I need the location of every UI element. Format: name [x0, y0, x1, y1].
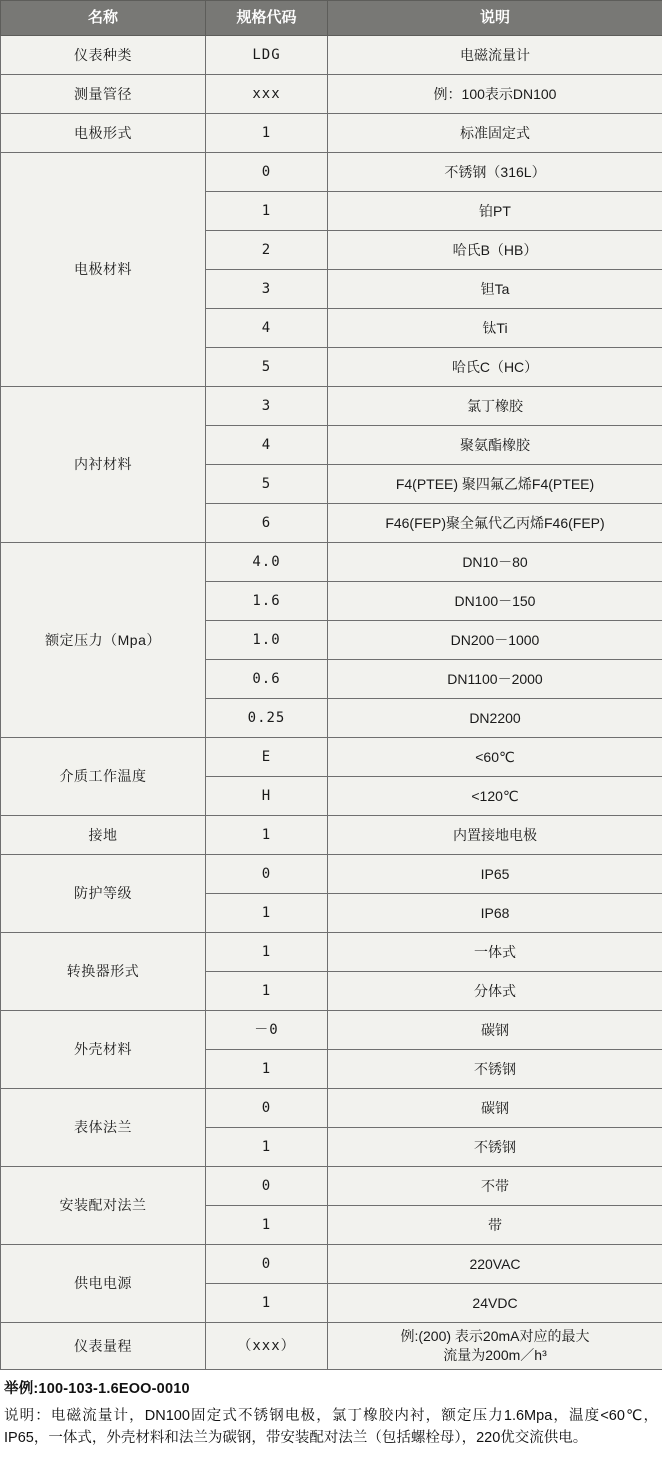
row-code: 1 [206, 1284, 328, 1323]
row-name: 介质工作温度 [1, 738, 206, 816]
row-description: 内置接地电极 [328, 816, 662, 855]
row-name: 安装配对法兰 [1, 1167, 206, 1245]
row-description: <120℃ [328, 777, 662, 816]
row-code: LDG [206, 36, 328, 75]
notes-section [0, 1370, 662, 1459]
row-code: 1 [206, 972, 328, 1011]
row-description: 哈氏B（HB） [328, 231, 662, 270]
row-description: F4(PTEE) 聚四氟乙烯F4(PTEE) [328, 465, 662, 504]
row-code: 6 [206, 504, 328, 543]
row-name: 电极形式 [1, 114, 206, 153]
row-description: 例：100表示DN100 [328, 75, 662, 114]
row-code: 0 [206, 855, 328, 894]
row-description: 电磁流量计 [328, 36, 662, 75]
row-description: 钛Ti [328, 309, 662, 348]
row-description: 一体式 [328, 933, 662, 972]
table-row [1, 75, 662, 114]
row-code: 4.0 [206, 543, 328, 582]
row-code: 1 [206, 1050, 328, 1089]
row-description: 聚氨酯橡胶 [328, 426, 662, 465]
row-description: 带 [328, 1206, 662, 1245]
row-description: 不锈钢 [328, 1050, 662, 1089]
row-code: 4 [206, 426, 328, 465]
row-code: 1.0 [206, 621, 328, 660]
row-code: 0.25 [206, 699, 328, 738]
example-description: 说明：电磁流量计，DN100固定式不锈钢电极，氯丁橡胶内衬，额定压力1.6Mpa，温度<60℃，IP65，一体式，外壳材料和法兰为碳钢，带安装配对法兰（包括螺栓母），220优交流供电。 [4, 1405, 658, 1450]
row-description: IP65 [328, 855, 662, 894]
row-code: （xxx） [206, 1323, 328, 1370]
row-code: 0 [206, 1167, 328, 1206]
table-row [1, 738, 662, 777]
row-description: DN200－1000 [328, 621, 662, 660]
table-row [1, 1245, 662, 1284]
table-header-row [1, 1, 662, 36]
row-code: 1 [206, 114, 328, 153]
column-header-name: 名称 [1, 1, 206, 36]
row-description: 标准固定式 [328, 114, 662, 153]
row-description: 钽Ta [328, 270, 662, 309]
row-name: 测量管径 [1, 75, 206, 114]
row-name: 接地 [1, 816, 206, 855]
row-description: 24VDC [328, 1284, 662, 1323]
row-code: 1 [206, 192, 328, 231]
row-description: F46(FEP)聚全氟代乙丙烯F46(FEP) [328, 504, 662, 543]
table-row [1, 1089, 662, 1128]
row-description: 220VAC [328, 1245, 662, 1284]
row-name: 内衬材料 [1, 387, 206, 543]
row-code: 5 [206, 465, 328, 504]
row-description: 哈氏C（HC） [328, 348, 662, 387]
row-name: 仪表种类 [1, 36, 206, 75]
row-description: 分体式 [328, 972, 662, 1011]
column-header-code: 规格代码 [206, 1, 328, 36]
row-code: 3 [206, 387, 328, 426]
column-header-description: 说明 [328, 1, 662, 36]
row-description: 不锈钢 [328, 1128, 662, 1167]
table-body [1, 36, 662, 1370]
row-code: 3 [206, 270, 328, 309]
row-code: 5 [206, 348, 328, 387]
row-description: DN1100－2000 [328, 660, 662, 699]
table-row [1, 387, 662, 426]
row-code: 1 [206, 816, 328, 855]
row-code: 0 [206, 1089, 328, 1128]
table-row [1, 1323, 662, 1370]
row-code: 1.6 [206, 582, 328, 621]
row-description: 例:(200) 表示20mA对应的最大 流量为200m／h³ [328, 1323, 662, 1370]
row-name: 外壳材料 [1, 1011, 206, 1089]
row-code: 1 [206, 1128, 328, 1167]
row-code: －0 [206, 1011, 328, 1050]
row-name: 转换器形式 [1, 933, 206, 1011]
table-row [1, 114, 662, 153]
row-description: IP68 [328, 894, 662, 933]
row-code: 0 [206, 1245, 328, 1284]
row-description: DN100－150 [328, 582, 662, 621]
row-name: 供电电源 [1, 1245, 206, 1323]
row-name: 表体法兰 [1, 1089, 206, 1167]
row-description: 不带 [328, 1167, 662, 1206]
example-code: 举例:100-103-1.6EOO-0010 [4, 1378, 658, 1400]
row-code: 1 [206, 1206, 328, 1245]
row-code: E [206, 738, 328, 777]
row-description: 氯丁橡胶 [328, 387, 662, 426]
row-code: 0.6 [206, 660, 328, 699]
row-name: 电极材料 [1, 153, 206, 387]
row-code: 1 [206, 894, 328, 933]
table-row [1, 1167, 662, 1206]
table-row [1, 933, 662, 972]
row-description: <60℃ [328, 738, 662, 777]
row-name: 仪表量程 [1, 1323, 206, 1370]
row-description: DN2200 [328, 699, 662, 738]
table-row [1, 153, 662, 192]
row-description: 不锈钢（316L） [328, 153, 662, 192]
row-code: 1 [206, 933, 328, 972]
row-description: 碳钢 [328, 1011, 662, 1050]
row-code: 4 [206, 309, 328, 348]
row-code: 0 [206, 153, 328, 192]
row-code: xxx [206, 75, 328, 114]
row-name: 额定压力（Mpa） [1, 543, 206, 738]
row-name: 防护等级 [1, 855, 206, 933]
row-code: H [206, 777, 328, 816]
table-row [1, 855, 662, 894]
table-header [1, 1, 662, 36]
row-description: 碳钢 [328, 1089, 662, 1128]
table-row [1, 816, 662, 855]
table-row [1, 36, 662, 75]
row-code: 2 [206, 231, 328, 270]
table-row [1, 543, 662, 582]
table-row [1, 1011, 662, 1050]
row-description: 铂PT [328, 192, 662, 231]
row-description: DN10－80 [328, 543, 662, 582]
